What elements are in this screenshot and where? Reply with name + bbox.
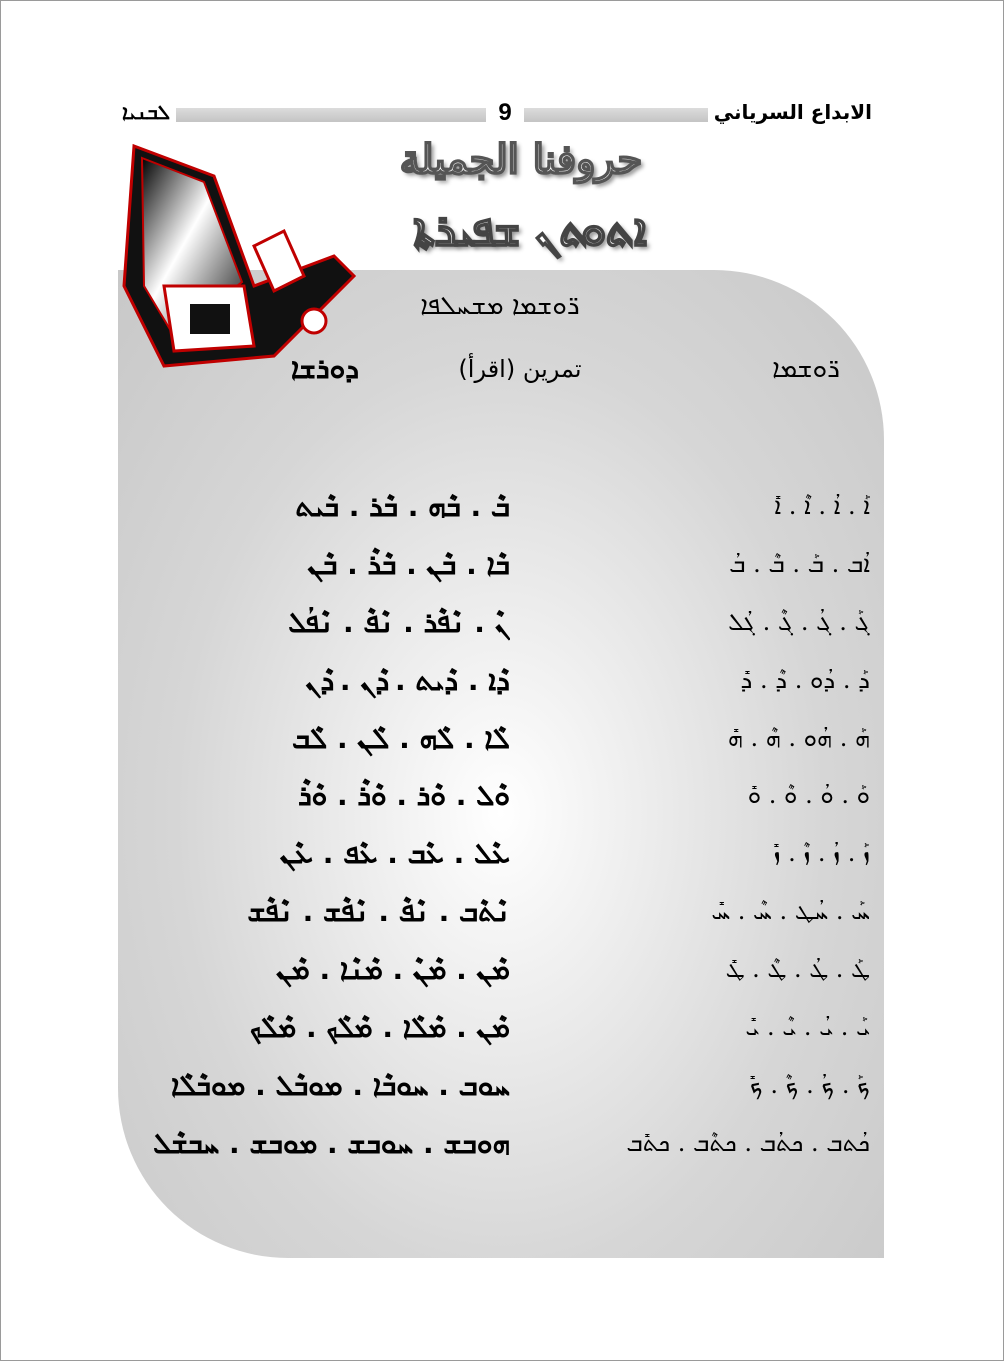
exercise-row: ܟܰ . ܟܳ . ܟܶ . ܟܺ: [749, 1070, 870, 1099]
exercise-row: ܒܶܐ . ܒܶܢ . ܒܶܪܶ . ܒܶܢ: [307, 547, 510, 581]
title-arabic: حروفنا الجميلة: [399, 136, 643, 183]
exercise-row: ܘܰ . ܘܳ . ܘܶ . ܘܺ: [747, 781, 870, 810]
exercise-row: ܢܶ . ܢܶܦܶܪ . ܢܶܦܶ . ܢܶܦܳܠ: [288, 605, 510, 639]
title-syriac: ܐܬܘܬܢ ܫܦܝܪܬܐ: [413, 205, 647, 256]
exercise-row: ܐܰ . ܐܳ . ܐܶ . ܐܺ: [774, 492, 870, 520]
exercise-row: ܡܶܢ . ܡܶܢܶ . ܡܶܢܶܐ . ܡܶܢ: [276, 953, 510, 987]
column-heading-left: ܕܘܪܫܐ: [290, 352, 360, 385]
exercise-row: ܕܶܐ . ܕܶܝܬ . ܕܶܢ . ܕܶܢ: [305, 663, 510, 697]
exercise-row: ܠܶܐ . ܠܶܗ . ܠܶܢ . ܠܶܒ: [292, 721, 510, 755]
exercise-row: ܟܳܬܒ . ܟܬܳܒ . ܟܬܶܒ . ܟܬܺܒ: [626, 1128, 870, 1157]
page-number: 9: [498, 99, 512, 126]
exercise-row: ܓܰ . ܓܳ . ܓܶ . ܓܳܠ: [728, 607, 870, 636]
exercise-row: ܗܰ . ܗܳܘ . ܗܶ . ܗܺ: [727, 723, 870, 752]
exercise-row: ܛܰ . ܛܳ . ܛܶ . ܛܺ: [725, 955, 870, 984]
exercise-column-right: [540, 478, 870, 1173]
exercise-row: ܘܶܠ . ܘܶܪ . ܘܶܪܶ . ܘܶܪܶ: [298, 779, 510, 813]
exercise-row: ܒܶ . ܒܶܗ . ܒܶܪ . ܒܶܝܬ: [295, 490, 510, 523]
exercise-row: ܥܶܠ . ܥܶܒ . ܥܶܦ . ܥܶܢ: [280, 837, 510, 871]
exercise-column-left: [150, 478, 510, 1173]
lesson-title: ܪ̈ܘܫܡܐ ܡܫܚܠܦܐ: [420, 291, 580, 321]
exercise-row: ܚܘܒ . ܚܘܒܶܐ . ܡܘܒܶܠ . ܡܘܒܶܠܶܐ: [170, 1068, 510, 1102]
exercise-row: ܗܘܒܫ . ܚܘܒܫ . ܡܘܒܫ . ܚܒܫܶܠ: [153, 1126, 510, 1160]
exercise-row: ܙܰ . ܙܳ . ܙܶ . ܙܺ: [773, 839, 870, 868]
syriac-logo-icon: [104, 136, 364, 376]
exercise-heading: تمرين (اقرأ): [458, 355, 582, 383]
exercise-row: ܝܰ . ܝܳ . ܝܶ . ܝܺ: [745, 1013, 870, 1042]
exercise-row: ܐܳܒ . ܒܰ . ܒܶ . ܒܳ: [729, 549, 870, 578]
header-right-label: الابداع السرياني: [708, 98, 878, 126]
exercise-row: ܡܶܢ . ܡܶܠܶܐ . ܡܶܠܶܟ . ܡܶܠܶܟ: [249, 1011, 510, 1045]
column-heading-right: ܪ̈ܘܫܡܐ: [772, 354, 840, 384]
exercise-row: ܢܶܬܶܒ . ܢܶܦܶ . ܢܶܦܶܫ . ܢܶܦܶܫ: [247, 895, 510, 929]
exercise-row: ܕܰ . ܕܳܘ . ܕܶ . ܕܺ: [740, 665, 870, 694]
exercise-row: ܚܰ . ܚܳܛ . ܚܶ . ܚܺ: [711, 897, 870, 926]
header-left-label: ܠܒܢܝܐ: [116, 98, 176, 126]
